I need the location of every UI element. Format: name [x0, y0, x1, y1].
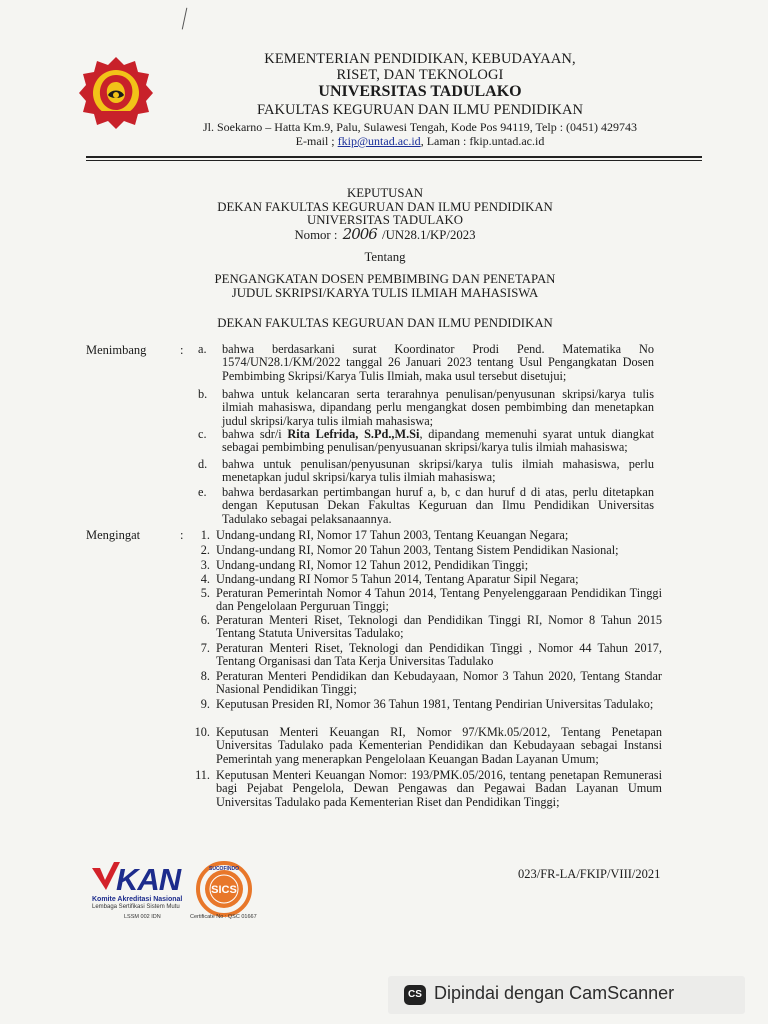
faculty-name: FAKULTAS KEGURUAN DAN ILMU PENDIDIKAN — [257, 102, 583, 118]
form-code: 023/FR-LA/FKIP/VIII/2021 — [518, 867, 661, 881]
item-text: bahwa berdasarkan pertimbangan huruf a, b, c dan huruf d di atas, perlu ditetapkan dengan Keputusan Dekan Fakultas Keguruan dan Ilmu Pendidikan Universitas Tadulako sebagai pelaksanaannya. — [222, 485, 654, 526]
item-text: Undang-undang RI, Nomor 12 Tahun 2012, Pendidikan Tinggi; — [216, 558, 529, 572]
decree-heading: KEPUTUSAN — [346, 186, 424, 200]
letterhead — [160, 51, 680, 148]
email-link[interactable]: fkip@untad.ac.id — [337, 134, 421, 148]
letterhead-rule-thick — [86, 156, 702, 158]
camscanner-text: Dipindai dengan CamScanner — [434, 983, 675, 1003]
nomor-suffix: /UN28.1/KP/2023 — [378, 227, 476, 242]
decree-title — [120, 187, 650, 242]
letterhead-rule-thin — [86, 160, 702, 161]
ministry-line-2: RISET, DAN TEKNOLOGI — [336, 67, 504, 83]
item-marker: 6. — [200, 613, 210, 627]
decree-issuer: DEKAN FAKULTAS KEGURUAN DAN ILMU PENDIDIKAN — [217, 199, 553, 214]
item-text: Peraturan Menteri Pendidikan dan Kebudayaan, Nomor 3 Tahun 2020, Tentang Standar Nasional Pendidikan Tinggi; — [216, 669, 662, 697]
item-text: bahwa untuk penulisan/penyusunan skripsi/karya tulis ilmiah mahasiswa, perlu menetapkan judul skripsi/karya tulis ilmiah mahasiswa; — [222, 457, 654, 485]
university-name: UNIVERSITAS TADULAKO — [318, 83, 522, 100]
item-marker: d. — [198, 457, 208, 471]
item-marker: 9. — [200, 697, 210, 711]
nomor-label: Nomor : — [294, 227, 341, 242]
address-line: Jl. Soekarno – Hatta Km.9, Palu, Sulawesi Tengah, Kode Pos 94119, Telp : (0451) 429743 — [202, 120, 638, 134]
item-marker: 2. — [200, 543, 210, 557]
item-text: Undang-undang RI, Nomor 20 Tahun 2003, Tentang Sistem Pendidikan Nasional; — [216, 543, 619, 557]
item-marker: 8. — [200, 669, 210, 683]
dean-heading: DEKAN FAKULTAS KEGURUAN DAN ILMU PENDIDIKAN — [217, 316, 553, 330]
item-marker: 4. — [200, 572, 210, 586]
lecturer-name: Rita Lefrida, S.Pd.,M.Si — [287, 427, 420, 441]
item-marker: c. — [198, 427, 207, 441]
camscanner-watermark — [388, 976, 745, 1014]
sics-certificate-number: Certificate No : QSC 01667 — [190, 914, 257, 920]
item-text — [222, 428, 654, 455]
menimbang-label: Menimbang — [86, 343, 147, 357]
decree-university: UNIVERSITAS TADULAKO — [307, 213, 463, 227]
university-logo-icon — [78, 55, 154, 131]
item-marker: 7. — [200, 641, 210, 655]
item-text-pre: bahwa sdr/i — [222, 427, 288, 441]
kan-lsm-code: LSSM 002 IDN — [124, 914, 161, 920]
ministry-line-1: KEMENTERIAN PENDIDIKAN, KEBUDAYAAN, — [264, 51, 576, 67]
pen-stroke-mark — [182, 8, 191, 31]
item-marker: 5. — [200, 586, 210, 600]
item-text: Keputusan Menteri Keuangan RI, Nomor 97/KMk.05/2012, Tentang Penetapan Universitas Tadulako pada Kementerian Pendidikan dan Kebudayaan sebagai Instansi Pemerintah yang menerapkan Pengelolaan Keuangan Badan Layanan Umum; — [216, 725, 662, 766]
item-text: bahwa untuk kelancaran serta terarahnya penulisan/penyusunan skripsi/karya tulis ilmiah mahasiswa, dipandang perlu mengangkat dosen pembimbing dan menetapkan judul skripsi/karya tulis ilmiah mahasiswa; — [222, 387, 654, 428]
decree-subject — [120, 273, 650, 300]
kan-wordmark: KAN — [116, 862, 181, 897]
nomor-handwritten: 2006 — [342, 224, 377, 243]
website-prefix: , Laman : — [420, 134, 470, 148]
email-prefix: E-mail ; — [295, 134, 338, 148]
sucofindo-text: SUCOFINDO — [209, 866, 239, 872]
item-marker: b. — [198, 387, 208, 401]
item-marker: 1. — [200, 528, 210, 542]
item-marker: 10. — [194, 725, 210, 739]
item-text: Peraturan Menteri Riset, Teknologi dan Pendidikan Tinggi , Nomor 44 Tahun 2017, Tentang Organisasi dan Tata Kerja Universitas Tadulako — [216, 641, 662, 669]
subject-line-1: PENGANGKATAN DOSEN PEMBIMBING DAN PENETAPAN — [214, 272, 556, 286]
kan-subtitle-2: Lembaga Sertifikasi Sistem Mutu — [92, 904, 180, 910]
kan-subtitle: Komite Akreditasi Nasional — [92, 896, 183, 903]
mengingat-colon: : — [180, 528, 184, 542]
item-marker: a. — [198, 342, 207, 356]
mengingat-label: Mengingat — [86, 528, 141, 542]
item-text: Keputusan Presiden RI, Nomor 36 Tahun 1981, Tentang Pendirian Universitas Tadulako; — [216, 697, 654, 711]
item-text: Peraturan Pemerintah Nomor 4 Tahun 2014, Tentang Penyelenggaraan Pendidikan Tinggi dan Pengelolaan Perguruan Tinggi; — [216, 586, 662, 614]
contact-line — [160, 134, 680, 148]
item-text-post: , dipandang memenuhi syarat untuk diangkat sebagai pembimbing penulisan/penyusuanan skripsi/karya tulis ilmiah mahasiswa; — [222, 427, 654, 455]
subject-line-2: JUDUL SKRIPSI/KARYA TULIS ILMIAH MAHASISWA — [231, 285, 539, 300]
item-marker: 3. — [200, 558, 210, 572]
item-marker: e. — [198, 485, 207, 499]
sucofindo-sics-logo-icon — [196, 861, 252, 917]
menimbang-colon: : — [180, 343, 184, 357]
item-text: Peraturan Menteri Riset, Teknologi dan Pendidikan Tinggi RI, Nomor 8 Tahun 2015 Tentang Statuta Universitas Tadulako; — [216, 613, 662, 641]
tentang-label: Tentang — [364, 250, 406, 264]
website-text: fkip.untad.ac.id — [469, 134, 545, 148]
item-text: bahwa berdasarkani surat Koordinator Prodi Pend. Matematika No 1574/UN28.1/KM/2022 tanggal 26 Januari 2023 tentang Usul Pengangkatan Dosen Pembimbing Skripsi/Karya Tulis Ilmiah, maka usul tersebut disetujui; — [222, 342, 654, 383]
sics-text: SICS — [211, 884, 237, 896]
item-marker: 11. — [195, 768, 210, 782]
item-text: Undang-undang RI Nomor 5 Tahun 2014, Tentang Aparatur Sipil Negara; — [216, 572, 579, 586]
decree-number — [120, 224, 650, 243]
kan-accreditation-logo — [90, 860, 200, 922]
item-text: Keputusan Menteri Keuangan Nomor: 193/PMK.05/2016, tentang penetapan Remunerasi bagi Pejabat Pengelola, Dewan Pengawas dan Pegawai Badan Layanan Umum Universitas Tadulako pada Kementerian Riset dan Pendidikan Tinggi; — [216, 768, 662, 809]
item-text: Undang-undang RI, Nomor 17 Tahun 2003, Tentang Keuangan Negara; — [216, 528, 569, 542]
camscanner-icon: CS — [404, 985, 426, 1005]
